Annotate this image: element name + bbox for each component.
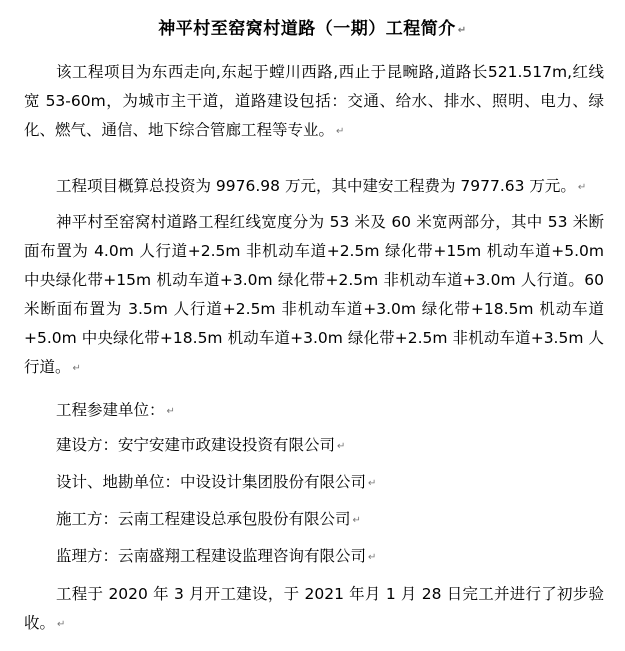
paragraph-mark-icon: ↵ <box>336 126 345 137</box>
paragraph-mark-icon: ↵ <box>166 406 175 417</box>
paragraph-mark-icon: ↵ <box>457 25 467 36</box>
title-text: 神平村至窑窝村道路（一期）工程简介 <box>158 19 456 39</box>
paragraph-designer <box>24 468 604 498</box>
constructor-text: 施工方：云南工程建设总承包股份有限公司 <box>56 510 351 528</box>
cross-section-text: 神平村至窑窝村道路工程红线宽度分为 53 米及 60 米宽两部分，其中 53 米断面布置为 4.0m 人行道+2.5m 非机动车道+2.5m 绿化带+15m 机动车道+5.0m 中央绿化带+15m 机动车道+3.0m 绿化带+2.5m 非机动车道+3.0m 人行道。60 米断面布置为 3.5m 人行道+2.5m 非机动车道+3.0m 绿化带+18.5m 机动车道+5.0m 中央绿化带+18.5m 机动车道+3.0m 绿化带+2.5m 非机动车道+3.5m 人行道。 <box>24 213 604 376</box>
paragraph-supervisor <box>24 542 604 572</box>
paragraph-mark-icon: ↵ <box>368 552 377 563</box>
paragraph-constructor <box>24 505 604 535</box>
paragraph-mark-icon: ↵ <box>577 182 587 193</box>
paragraph-units-heading <box>24 396 604 426</box>
paragraph-mark-icon: ↵ <box>352 515 361 526</box>
designer-text: 设计、地勘单位：中设设计集团股份有限公司 <box>56 473 367 491</box>
units-heading-text: 工程参建单位： <box>56 401 165 419</box>
paragraph-investment <box>24 172 604 202</box>
builder-text: 建设方：安宁安建市政建设投资有限公司 <box>56 436 336 454</box>
paragraph-mark-icon: ↵ <box>368 478 377 489</box>
overview-text: 该工程项目为东西走向,东起于螳川西路,西止于昆畹路,道路长521.517m,红线宽 53-60m，为城市主干道，道路建设包括：交通、给水、排水、照明、电力、绿化、燃气、通信、地下综合管廊工程等专业。 <box>24 63 604 139</box>
document-title <box>0 14 625 39</box>
paragraph-mark-icon: ↵ <box>337 441 346 452</box>
schedule-text: 工程于 2020 年 3 月开工建设，于 2021 年月 1 月 28 日完工并进行了初步验收。 <box>24 585 604 632</box>
paragraph-mark-icon: ↵ <box>72 363 81 374</box>
paragraph-builder <box>24 431 604 461</box>
paragraph-schedule <box>24 580 604 639</box>
paragraph-overview <box>24 58 604 146</box>
supervisor-text: 监理方：云南盛翔工程建设监理咨询有限公司 <box>56 547 367 565</box>
investment-text: 工程项目概算总投资为 9976.98 万元，其中建安工程费为 7977.63 万元。 <box>56 177 576 195</box>
paragraph-cross-section <box>24 208 604 383</box>
paragraph-mark-icon: ↵ <box>57 619 66 630</box>
